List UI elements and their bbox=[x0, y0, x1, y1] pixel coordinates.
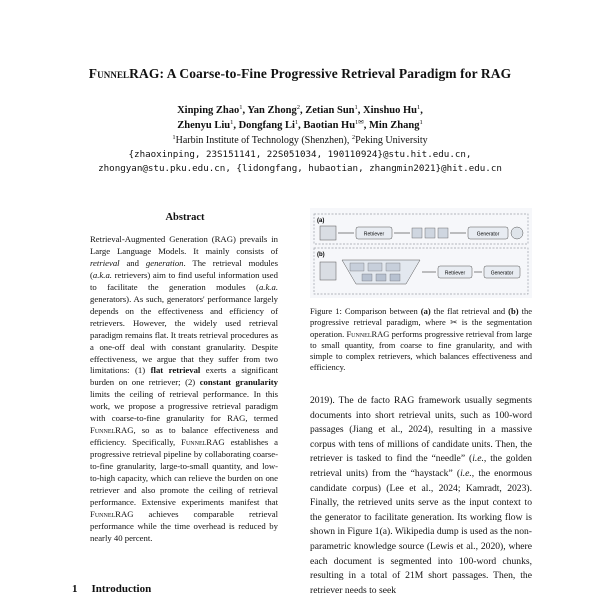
affiliation-2: Peking University bbox=[355, 135, 428, 146]
abstract-emphasis: generation bbox=[145, 257, 184, 268]
abstract-emphasis: a.k.a. bbox=[258, 281, 278, 292]
retriever-label: Retriever bbox=[363, 231, 385, 238]
abstract-bold: constant granularity bbox=[199, 377, 279, 388]
abstract-text: and bbox=[119, 257, 146, 268]
cluster-unit bbox=[368, 263, 382, 271]
document-unit bbox=[376, 274, 386, 281]
corpus-database-icon bbox=[320, 262, 336, 280]
abstract-text: limits the ceiling of retrieval performance. In this work, we propose a progressive retrieval paradigm with coarse-to-fine granularity for RAG, termed bbox=[90, 389, 278, 424]
abstract-text: achieves comparable retrieval performance while the time overhead is reduced by nearly 40 percent. bbox=[90, 508, 278, 543]
abstract-text: . The retrieval modules ( bbox=[90, 257, 279, 280]
abstract-text: exerts a significant burden on one retriever; (2) bbox=[90, 365, 278, 388]
author-affil-mark: 2 bbox=[296, 104, 300, 111]
email-line: {zhaoxinping, 23S151141, 22S051034, 190110924}@stu.hit.edu.cn, bbox=[128, 149, 472, 160]
passage-icon bbox=[438, 228, 448, 238]
caption-bold: (b) bbox=[508, 306, 519, 316]
cluster-unit bbox=[350, 263, 364, 271]
cluster-unit bbox=[386, 263, 400, 271]
body-emphasis: i.e. bbox=[460, 467, 472, 479]
caption-text: the flat retrieval and bbox=[430, 306, 509, 316]
author-name: Yan Zhong bbox=[247, 105, 297, 116]
document-unit bbox=[390, 274, 400, 281]
body-text: , the enormous candidate corpus) (Lee et al., 2024; Kamradt, 2023). Finally, the retrieved units serve as the input context to the generator to facilitate generation. Its working flow is shown in Figure 1(a). Wikipedia dump is used as the non-parametric knowledge source (Lewis et al., 2020), where each document is segmented into 100-word chunks, resulting in a total of 21M short passages. Then, the retriever needs to seek bbox=[310, 467, 532, 596]
caption-bold: (a) bbox=[420, 306, 431, 316]
author-name: Baotian Hu bbox=[303, 120, 356, 131]
abstract-heading: Abstract bbox=[165, 212, 205, 223]
caption-text: the progressive retrieval paradigm, where bbox=[310, 306, 532, 328]
author-line-2: Zhenyu Liu$^1$, Dongfang Li$^1$, Baotian $Hu^{1✉}$, Min Zhang$^1$ bbox=[177, 119, 423, 131]
caption-text: performs progressive retrieval from large to small quantity, from coarse to fine granularity, and with simple to complex retrievers, which balances effectiveness and efficiency. bbox=[310, 328, 532, 373]
document-unit bbox=[362, 274, 372, 281]
body-emphasis: i.e. bbox=[472, 453, 484, 465]
caption-text: is the segmentation operation. bbox=[310, 317, 532, 339]
abstract-text: generators). As such, generators' performance largely depends on the effectiveness and efficiency of retrievers. However, the widely used retrieval paradigm remains flat. It treats retrieval procedures as a one-off deal with constant granularity. Despite effectiveness, we argue that they suffer from two limitations: (1) bbox=[90, 293, 278, 376]
author-affil-mark: 1 bbox=[239, 104, 243, 111]
author-name: Xinping Zhao bbox=[177, 105, 240, 116]
section-number: 1 bbox=[72, 583, 78, 595]
panel-a-label: (a) bbox=[317, 218, 325, 224]
passage-icon bbox=[425, 228, 435, 238]
paper-title bbox=[0, 66, 600, 82]
email-line: zhongyan@stu.pku.edu.cn, {lidongfang, hubaotian, zhangmin2021}@hit.edu.cn bbox=[98, 163, 502, 174]
abstract-emphasis: a.k.a. bbox=[92, 269, 112, 280]
affiliations bbox=[0, 134, 600, 148]
body-text: , the golden retrieval units) from the “haystack” ( bbox=[310, 453, 532, 479]
abstract-text: establishes a progressive retrieval pipeline by collaborating coarse-to-fine granularity, large-to-small quantity, and low-to-high capacity, which can relieve the burden on one retriever and also promote the ceiling of retrieval performance. Extensive experiments manifest that bbox=[90, 437, 278, 507]
generator-label: Generator bbox=[490, 270, 514, 277]
abstract-text: , so as to balance effectiveness and efficiency. Specifically, bbox=[90, 425, 278, 448]
author-affil-mark: 1 bbox=[417, 104, 421, 111]
abstract-text: retrievers) aim to find useful information used to facilitate the generation modules ( bbox=[90, 269, 278, 292]
figure-background bbox=[310, 208, 532, 298]
generator-label: Generator bbox=[476, 231, 500, 238]
author-name: Min Zhang bbox=[369, 120, 420, 131]
intro-paragraph bbox=[310, 394, 532, 598]
retriever-label: Retriever bbox=[444, 270, 466, 277]
caption-text: Figure 1: Comparison between bbox=[310, 306, 421, 316]
affil-mark: 1 bbox=[172, 134, 176, 141]
author-affil-mark: 1 bbox=[354, 104, 358, 111]
author-list bbox=[0, 103, 600, 133]
section-title: Introduction bbox=[91, 583, 152, 595]
author-affil-mark: 1✉ bbox=[355, 119, 364, 126]
title-text: : A Coarse-to-Fine Progressive Retrieval Paradigm for RAG bbox=[159, 66, 512, 81]
author-affil-mark: 1 bbox=[419, 119, 423, 126]
system-name: FunnelRAG bbox=[90, 425, 134, 436]
figure-1-caption bbox=[310, 306, 532, 374]
author-affil-mark: 1 bbox=[230, 119, 234, 126]
author-line-1: Xinping Zhao$^1$, Yan Zhong$^2$, Zetian Sun$^1$, Xinshuo Hu$^1$, bbox=[177, 104, 423, 116]
panel-b-label: (b) bbox=[317, 252, 325, 258]
abstract-text: Retrieval-Augmented Generation (RAG) prevails in Large Language Models. It mainly consists of bbox=[90, 234, 278, 256]
system-name: FunnelRAG bbox=[90, 508, 134, 519]
title-system-name: FunnelRAG bbox=[88, 66, 160, 81]
figure-1-diagram bbox=[310, 208, 532, 298]
segmentation-symbol: ✂ bbox=[450, 317, 458, 328]
passage-icon bbox=[412, 228, 422, 238]
abstract-bold: flat retrieval bbox=[150, 365, 201, 376]
author-affil-mark: 1 bbox=[294, 119, 299, 126]
affil-mark: 2 bbox=[351, 134, 356, 141]
robot-icon bbox=[511, 227, 523, 239]
affiliation-1: Harbin Institute of Technology (Shenzhen), bbox=[175, 135, 352, 146]
author-emails bbox=[0, 148, 600, 176]
corpus-database-icon bbox=[320, 226, 336, 240]
author-name: Zetian Sun bbox=[305, 105, 355, 116]
abstract-emphasis: retrieval bbox=[90, 257, 120, 268]
system-name: FunnelRAG bbox=[346, 328, 390, 339]
author-name: Xinshuo Hu bbox=[363, 105, 418, 116]
author-name: Dongfang Li bbox=[238, 120, 295, 131]
body-text: 2019). The de facto RAG framework usually segments documents into short retrieval units, such as 100-word passages (Jiang et al., 2024), resulting in a massive corpus with tens of millions of candidate units. Then, the retriever is tasked to find the “needle” ( bbox=[310, 395, 532, 465]
section-heading-introduction bbox=[72, 583, 151, 595]
abstract-body bbox=[90, 234, 278, 545]
author-name: Zhenyu Liu bbox=[177, 120, 231, 131]
system-name: FunnelRAG bbox=[181, 437, 225, 448]
